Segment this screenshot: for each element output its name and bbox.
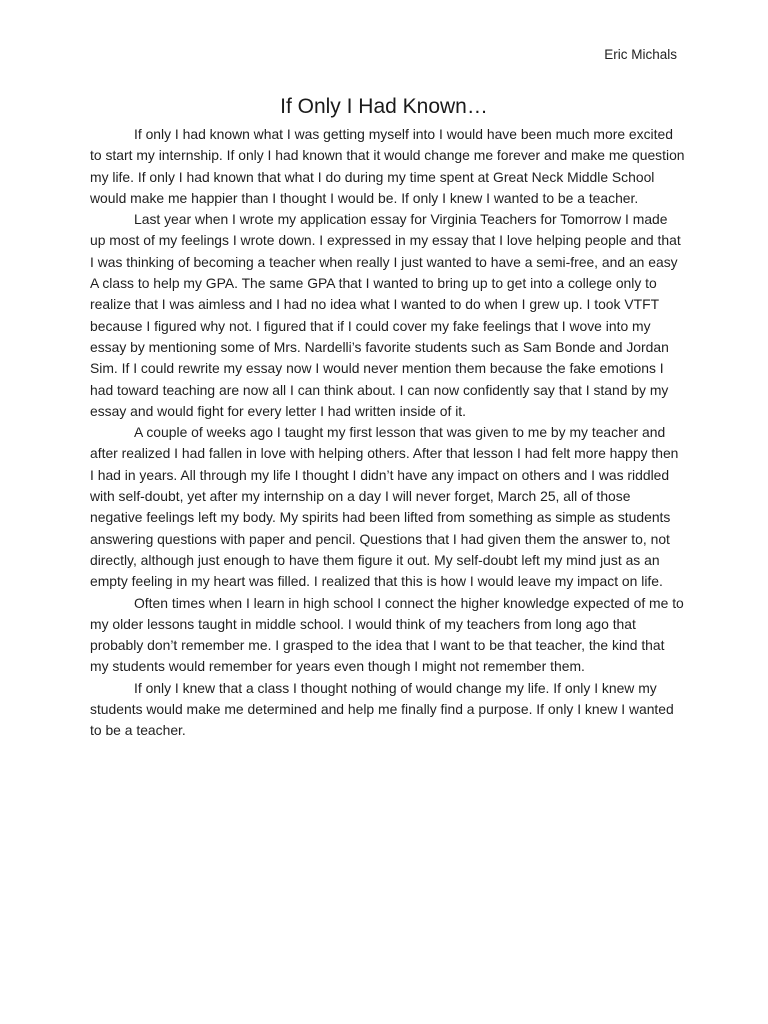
- author-name: Eric Michals: [604, 47, 677, 62]
- paragraph-5: If only I knew that a class I thought nothing of would change my life. If only I knew my students would make me determined and help me finally find a purpose. If only I knew I wanted to be a teacher.: [90, 679, 674, 739]
- paragraph-1: If only I had known what I was getting myself into I would have been much more excited to start my internship. If only I had known that it would change me forever and make me question my life. If only I had known that what I do during my time spent at Great Neck Middle School would make me happier than I thought I would be. If only I knew I wanted to be a teacher.: [90, 126, 685, 206]
- essay-title: If Only I Had Known…: [280, 95, 488, 118]
- essay-body: [90, 124, 686, 742]
- paragraph-3: A couple of weeks ago I taught my first lesson that was given to me by my teacher and after realized I had fallen in love with helping others. After that lesson I had felt more happy then I had in years. All through my life I thought I didn’t have any impact on others and I was riddled with self-doubt, yet after my internship on a day I will never forget, March 25, all of those negative feelings left my body. My spirits had been lifted from something as simple as students answering questions with paper and pencil. Questions that I had given them the answer to, not directly, although just enough to have them figure it out. My self-doubt left my mind just as an empty feeling in my heart was filled. I realized that this is how I would leave my impact on life.: [90, 424, 679, 590]
- paragraph-4: Often times when I learn in high school I connect the higher knowledge expected of me to my older lessons taught in middle school. I would think of my teachers from long ago that probably don’t remember me. I grasped to the idea that I want to be that teacher, the kind that my students would remember for years even though I might not remember them.: [90, 594, 684, 675]
- paragraph-2: Last year when I wrote my application essay for Virginia Teachers for Tomorrow I made up most of my feelings I wrote down. I expressed in my essay that I love helping people and that I was thinking of becoming a teacher when really I just wanted to have a semi-free, and an easy A class to help my GPA. The same GPA that I wanted to bring up to get into a college only to realize that I was aimless and I had no idea what I wanted to do when I grew up. I took VTFT because I figured why not. I figured that if I could cover my fake feelings that I wove into my essay by mentioning some of Mrs. Nardelli’s favorite students such as Sam Bonde and Jordan Sim. If I could rewrite my essay now I would never mention them because the fake emotions I had toward teaching are now all I can think about. I can now confidently say that I stand by my essay and would fight for every letter I had written inside of it.: [90, 211, 681, 419]
